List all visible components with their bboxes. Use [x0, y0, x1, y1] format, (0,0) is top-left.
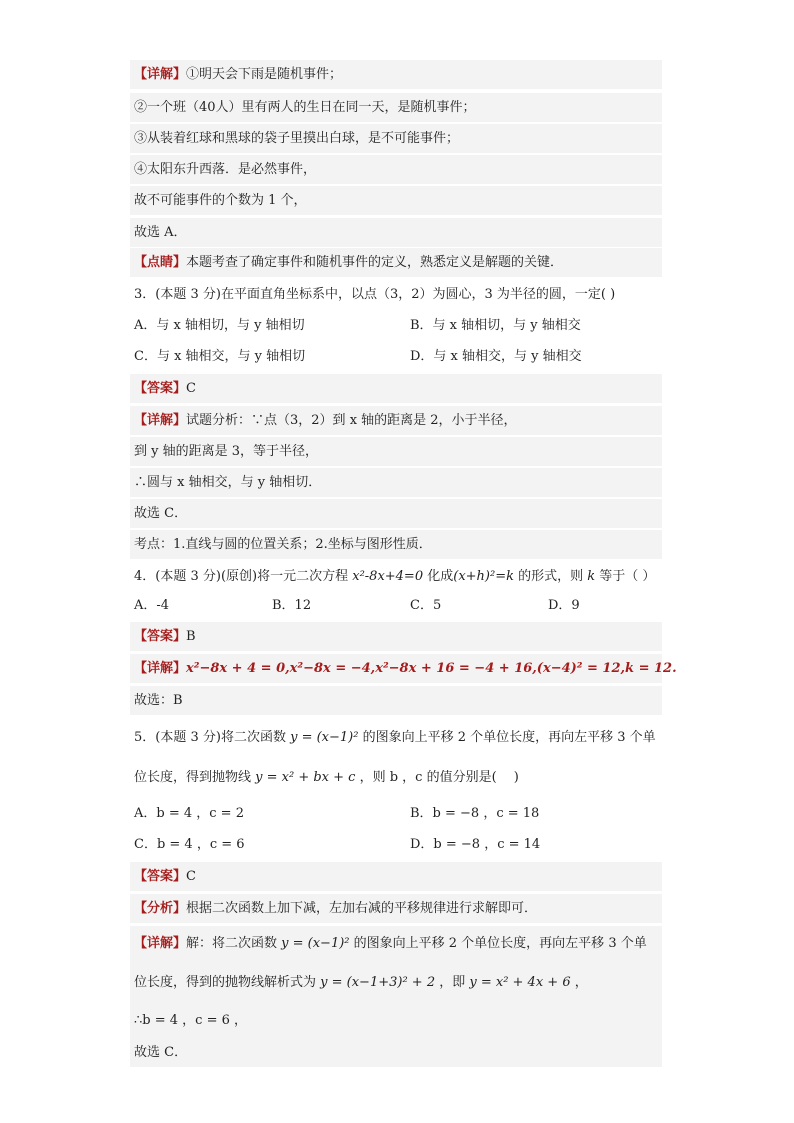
q3-option-b: B．与 x 轴相切，与 y 轴相交	[410, 318, 581, 333]
detail-label: 【详解】	[134, 67, 187, 82]
q5-detail-line-4: 故选 C．	[130, 1038, 662, 1067]
q2-detail-line-5: 故不可能事件的个数为 1 个，	[130, 186, 662, 215]
q5-option-b: B．b = −8 ，c = 18	[410, 806, 540, 821]
q3-detail-line-1: 【详解】试题分析：∵点（3，2）到 x 轴的距离是 2，小于半径，	[130, 406, 662, 435]
q5-option-d: D．b = −8 ，c = 14	[410, 837, 541, 852]
q4-detail-equation: x²−8x + 4 = 0,x²−8x = −4,x²−8x + 16 = −4 + 16,(x−4)² = 12,k = 12.	[186, 661, 677, 676]
q4-conclusion: 故选：B	[130, 686, 662, 715]
q5-stem-function: y = (x−1)²	[290, 730, 359, 745]
q5-stem-line-1: 5．(本题 3 分)将二次函数 y = (x−1)² 的图象向上平移 2 个单位长度，再向左平移 3 个单	[134, 730, 656, 745]
q5-detail-line-3: ∴b = 4 ，c = 6 ，	[130, 1004, 662, 1038]
q5-option-a: A．b = 4 ，c = 2	[134, 806, 244, 821]
q3-detail-line-4: 故选 C．	[130, 499, 662, 528]
q3-option-d: D．与 x 轴相交，与 y 轴相交	[410, 349, 582, 364]
q4-option-b: B．12	[272, 598, 312, 613]
comment-label: 【点睛】	[134, 255, 187, 270]
q2-comment: 【点睛】本题考查了确定事件和随机事件的定义，熟悉定义是解题的关键．	[130, 248, 662, 277]
q3-detail-line-3: ∴圆与 x 轴相交，与 y 轴相切．	[130, 468, 662, 497]
q3-stem: 3．(本题 3 分)在平面直角坐标系中，以点（3，2）为圆心，3 为半径的圆，一定( )	[134, 287, 616, 302]
q3-detail-line-2: 到 y 轴的距离是 3，等于半径，	[130, 437, 662, 466]
q2-detail-line-2: ②一个班（40人）里有两人的生日在同一天，是随机事件；	[130, 93, 662, 122]
q3-answer: 【答案】C	[130, 374, 662, 403]
q5-detail-line-1: 【详解】解：将二次函数 y = (x−1)² 的图象向上平移 2 个单位长度，再向左平移 3 个单	[130, 926, 662, 962]
q3-detail-line-5: 考点：1.直线与圆的位置关系；2.坐标与图形性质．	[130, 530, 662, 559]
q5-stem-line-2: 位长度，得到抛物线 y = x² + bx + c ，则 b ，c 的值分别是( )	[134, 770, 519, 785]
q2-detail-line-6: 故选 A．	[130, 218, 662, 247]
q4-answer: 【答案】B	[130, 622, 662, 651]
q2-detail-line-1: 【详解】①明天会下雨是随机事件；	[130, 60, 662, 89]
q5-analysis: 【分析】根据二次函数上加下减，左加右减的平移规律进行求解即可．	[130, 894, 662, 923]
q5-option-c: C．b = 4 ，c = 6	[134, 837, 245, 852]
q5-detail-line-2: 位长度，得到的抛物线解析式为 y = (x−1+3)² + 2 ，即 y = x² + 4x + 6 ，	[130, 962, 662, 1004]
q3-option-a: A．与 x 轴相切，与 y 轴相切	[134, 318, 305, 333]
q4-detail: 【详解】x²−8x + 4 = 0,x²−8x = −4,x²−8x + 16 = −4 + 16,(x−4)² = 12,k = 12.	[130, 654, 662, 683]
q4-option-d: D．9	[548, 598, 580, 613]
q5-answer: 【答案】C	[130, 862, 662, 891]
q4-option-a: A．-4	[134, 598, 170, 613]
q3-option-c: C．与 x 轴相交，与 y 轴相切	[134, 349, 306, 364]
q4-stem: 4．(本题 3 分)(原创)将一元二次方程 x²-8x+4=0 化成(x+h)²=k 的形式，则 k 等于（ ）	[134, 569, 656, 584]
q4-option-c: C．5	[410, 598, 442, 613]
q2-detail-line-3: ③从装着红球和黑球的袋子里摸出白球，是不可能事件；	[130, 124, 662, 153]
q2-detail-line-4: ④太阳东升西落．是必然事件，	[130, 155, 662, 184]
